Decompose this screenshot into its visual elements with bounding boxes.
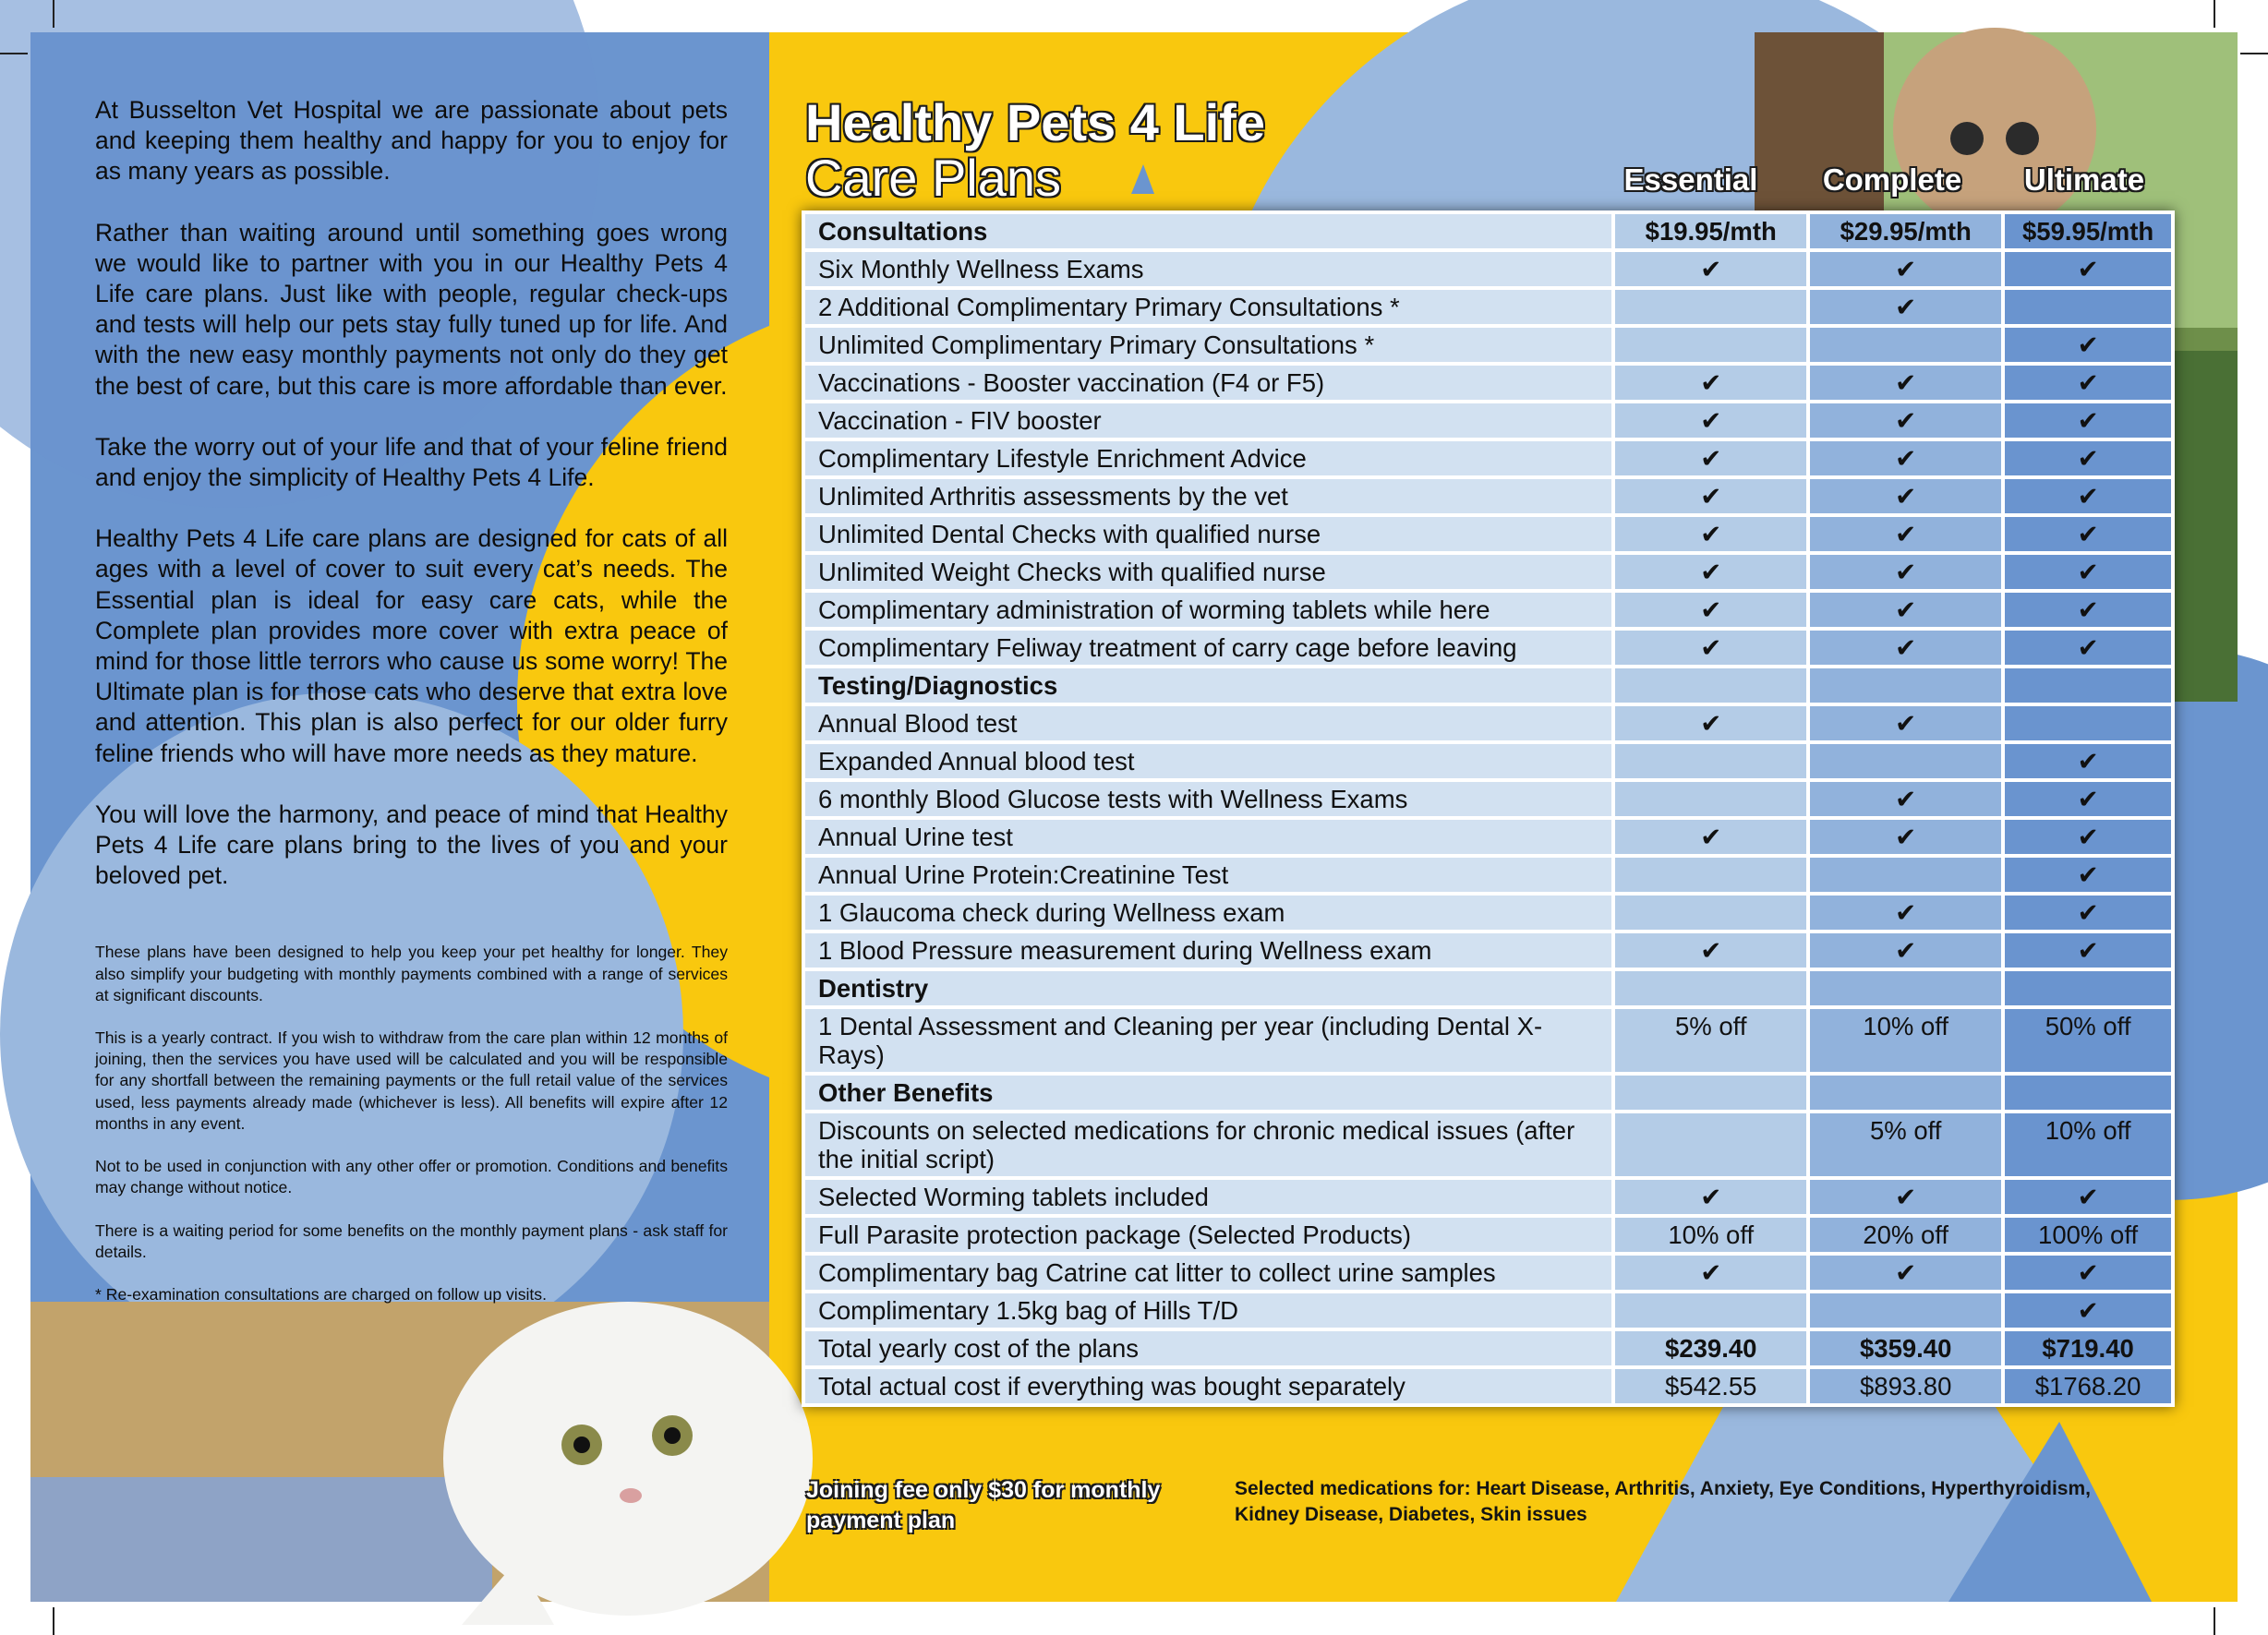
benefit-cell: 6 monthly Blood Glucose tests with Wellness Exams [803, 780, 1613, 818]
check-icon: ✔ [1808, 780, 2003, 818]
essential-cell: 10% off [1613, 1216, 1808, 1254]
essential-cell [1613, 742, 1808, 780]
complete-cell [1808, 742, 2003, 780]
check-icon: ✔ [2003, 742, 2173, 780]
intro-paragraph: Rather than waiting around until something goes wrong we would like to partner with you in our Healthy Pets 4 Life care plans. Just like with people, regular check-ups and tests will help our pets stay fully tuned up for life. And with the new easy monthly payments not only do they get the best of care, but this care is more affordable than ever. [95, 218, 728, 400]
complete-cell [1808, 969, 2003, 1007]
benefit-cell: Unlimited Weight Checks with qualified nurse [803, 553, 1613, 591]
check-icon: ✔ [1613, 553, 1808, 591]
benefit-cell: Expanded Annual blood test [803, 742, 1613, 780]
complete-cell [1808, 856, 2003, 894]
check-icon: ✔ [1808, 553, 2003, 591]
ultimate-cell [2003, 1074, 2173, 1112]
check-icon: ✔ [1613, 364, 1808, 402]
check-icon: ✔ [2003, 591, 2173, 629]
check-icon: ✔ [1808, 591, 2003, 629]
table-row [803, 1216, 2173, 1254]
check-icon: ✔ [1613, 515, 1808, 553]
benefit-cell: 1 Blood Pressure measurement during Wellness exam [803, 932, 1613, 969]
essential-cell: 5% off [1613, 1007, 1808, 1074]
check-icon: ✔ [2003, 553, 2173, 591]
complete-cell: 20% off [1808, 1216, 2003, 1254]
benefit-cell: Six Monthly Wellness Exams [803, 250, 1613, 288]
page-subtitle: Care Plans [805, 149, 1062, 207]
check-icon: ✔ [2003, 856, 2173, 894]
essential-cell: $239.40 [1613, 1329, 1808, 1367]
check-icon: ✔ [2003, 326, 2173, 364]
complete-cell [1808, 667, 2003, 704]
benefit-cell: Full Parasite protection package (Selected Products) [803, 1216, 1613, 1254]
complete-cell: $893.80 [1808, 1367, 2003, 1405]
plan-header-complete: Complete [1822, 162, 1962, 197]
medications-note: Selected medications for: Heart Disease, Arthritis, Anxiety, Eye Conditions, Hyperthyroidism, Kidney Disease, Diabetes, Skin issues [1235, 1478, 2091, 1525]
intro-text [95, 95, 728, 1327]
table-row [803, 1367, 2173, 1405]
check-icon: ✔ [2003, 515, 2173, 553]
table-row [803, 969, 2173, 1007]
check-icon: ✔ [1613, 1178, 1808, 1216]
benefit-cell: Consultations [803, 212, 1613, 250]
crop-mark [2214, 1607, 2215, 1635]
check-icon: ✔ [2003, 364, 2173, 402]
check-icon: ✔ [1808, 477, 2003, 515]
table-row [803, 288, 2173, 326]
essential-cell [1613, 856, 1808, 894]
check-icon: ✔ [2003, 1254, 2173, 1292]
care-plans-table [802, 210, 2175, 1407]
benefit-cell: Complimentary 1.5kg bag of Hills T/D [803, 1292, 1613, 1329]
ultimate-cell [2003, 969, 2173, 1007]
fine-print: Not to be used in conjunction with any other offer or promotion. Conditions and benefits may change without notice. [95, 1157, 728, 1197]
essential-cell [1613, 969, 1808, 1007]
table-row [803, 704, 2173, 742]
check-icon: ✔ [2003, 1178, 2173, 1216]
check-icon: ✔ [1613, 818, 1808, 856]
table-row [803, 780, 2173, 818]
table-row [803, 818, 2173, 856]
joining-fee-note: Joining fee only $30 for monthly payment plan [806, 1477, 1161, 1533]
table-row [803, 856, 2173, 894]
benefit-cell: Annual Urine test [803, 818, 1613, 856]
intro-paragraph: You will love the harmony, and peace of mind that Healthy Pets 4 Life care plans bring to the lives of you and your beloved pet. [95, 799, 728, 890]
essential-cell [1613, 780, 1808, 818]
benefit-cell: 2 Additional Complimentary Primary Consultations * [803, 288, 1613, 326]
crop-mark [0, 53, 28, 54]
benefit-cell: Total actual cost if everything was bought separately [803, 1367, 1613, 1405]
table-row [803, 364, 2173, 402]
ultimate-cell: $1768.20 [2003, 1367, 2173, 1405]
table-row [803, 932, 2173, 969]
complete-cell: 10% off [1808, 1007, 2003, 1074]
check-icon: ✔ [1613, 477, 1808, 515]
benefit-cell: Testing/Diagnostics [803, 667, 1613, 704]
benefit-cell: 1 Dental Assessment and Cleaning per year (including Dental X-Rays) [803, 1007, 1613, 1074]
benefit-cell: Other Benefits [803, 1074, 1613, 1112]
benefit-cell: Unlimited Dental Checks with qualified nurse [803, 515, 1613, 553]
check-icon: ✔ [1808, 629, 2003, 667]
page-title: Healthy Pets 4 Life [805, 93, 1265, 151]
check-icon: ✔ [1613, 250, 1808, 288]
table-row [803, 1178, 2173, 1216]
essential-cell [1613, 667, 1808, 704]
table-row [803, 402, 2173, 439]
ultimate-cell: $59.95/mth [2003, 212, 2173, 250]
check-icon: ✔ [1808, 364, 2003, 402]
essential-cell [1613, 1292, 1808, 1329]
crop-mark [2240, 53, 2268, 54]
check-icon: ✔ [1808, 1254, 2003, 1292]
table-row [803, 1074, 2173, 1112]
complete-cell [1808, 326, 2003, 364]
essential-cell [1613, 288, 1808, 326]
table-row [803, 1329, 2173, 1367]
check-icon: ✔ [1613, 1254, 1808, 1292]
check-icon: ✔ [1613, 704, 1808, 742]
intro-paragraph: Healthy Pets 4 Life care plans are designed for cats of all ages with a level of cover to suit every cat’s needs. The Essential plan is ideal for easy care cats, while the Complete plan provides more cover with extra peace of mind for those little terrors who cause us some worry! The Ultimate plan is for those cats who deserve that extra love and attention. This plan is also perfect for our older furry feline friends who will have more needs as they mature. [95, 524, 728, 767]
benefit-cell: Dentistry [803, 969, 1613, 1007]
benefit-cell: Vaccination - FIV booster [803, 402, 1613, 439]
table-row [803, 1254, 2173, 1292]
benefit-cell: Annual Blood test [803, 704, 1613, 742]
table-row [803, 1007, 2173, 1074]
table-row [803, 1112, 2173, 1178]
plan-header-essential: Essential [1623, 162, 1758, 197]
check-icon: ✔ [2003, 629, 2173, 667]
check-icon: ✔ [2003, 1292, 2173, 1329]
table-row [803, 629, 2173, 667]
check-icon: ✔ [1808, 704, 2003, 742]
benefit-cell: 1 Glaucoma check during Wellness exam [803, 894, 1613, 932]
check-icon: ✔ [2003, 402, 2173, 439]
intro-paragraph: At Busselton Vet Hospital we are passionate about pets and keeping them healthy and happy for you to enjoy for as many years as possible. [95, 96, 728, 186]
complete-cell: $29.95/mth [1808, 212, 2003, 250]
table-row [803, 742, 2173, 780]
table-row [803, 515, 2173, 553]
plan-header-ultimate: Ultimate [2023, 162, 2145, 197]
benefit-cell: Complimentary Feliway treatment of carry cage before leaving [803, 629, 1613, 667]
table-row [803, 250, 2173, 288]
complete-cell: 5% off [1808, 1112, 2003, 1178]
benefit-cell: Selected Worming tablets included [803, 1178, 1613, 1216]
check-icon: ✔ [2003, 894, 2173, 932]
essential-cell [1613, 894, 1808, 932]
check-icon: ✔ [2003, 932, 2173, 969]
check-icon: ✔ [1808, 250, 2003, 288]
ultimate-cell [2003, 667, 2173, 704]
fine-print: This is a yearly contract. If you wish to withdraw from the care plan within 12 months of joining, then the services you have used will be calculated and you will be responsible for any shortfall between the remaining payments or the full retail value of the services used, less payments already made (whichever is less). All benefits will expire after 12 months in any event. [95, 1028, 728, 1133]
table-row [803, 591, 2173, 629]
crop-mark [53, 0, 54, 28]
table-row [803, 326, 2173, 364]
check-icon: ✔ [1613, 591, 1808, 629]
intro-paragraph: Take the worry out of your life and that of your feline friend and enjoy the simplicity of Healthy Pets 4 Life. [95, 432, 728, 492]
benefit-cell: Complimentary bag Catrine cat litter to collect urine samples [803, 1254, 1613, 1292]
table-row [803, 553, 2173, 591]
check-icon: ✔ [1613, 629, 1808, 667]
check-icon: ✔ [1808, 288, 2003, 326]
check-icon: ✔ [1808, 439, 2003, 477]
essential-cell [1613, 1074, 1808, 1112]
crop-mark [53, 1607, 54, 1635]
benefit-cell: Complimentary administration of worming tablets while here [803, 591, 1613, 629]
check-icon: ✔ [1808, 894, 2003, 932]
check-icon: ✔ [1613, 439, 1808, 477]
benefit-cell: Unlimited Complimentary Primary Consultations * [803, 326, 1613, 364]
check-icon: ✔ [2003, 477, 2173, 515]
complete-cell [1808, 1292, 2003, 1329]
table-row [803, 439, 2173, 477]
fine-print: There is a waiting period for some benefits on the monthly payment plans - ask staff for details. [95, 1220, 728, 1261]
benefit-cell: Discounts on selected medications for chronic medical issues (after the initial script) [803, 1112, 1613, 1178]
ultimate-cell: 10% off [2003, 1112, 2173, 1178]
check-icon: ✔ [1808, 515, 2003, 553]
check-icon: ✔ [2003, 818, 2173, 856]
essential-cell [1613, 326, 1808, 364]
check-icon: ✔ [2003, 780, 2173, 818]
check-icon: ✔ [2003, 439, 2173, 477]
check-icon: ✔ [1808, 932, 2003, 969]
table-row [803, 477, 2173, 515]
essential-cell: $542.55 [1613, 1367, 1808, 1405]
crop-mark [2214, 0, 2215, 28]
benefit-cell: Annual Urine Protein:Creatinine Test [803, 856, 1613, 894]
essential-cell: $19.95/mth [1613, 212, 1808, 250]
essential-cell [1613, 1112, 1808, 1178]
complete-cell [1808, 1074, 2003, 1112]
fine-print: * Re-examination consultations are charged on follow up visits. [95, 1284, 547, 1304]
table-row [803, 894, 2173, 932]
ultimate-cell: $719.40 [2003, 1329, 2173, 1367]
check-icon: ✔ [1808, 818, 2003, 856]
ultimate-cell: 50% off [2003, 1007, 2173, 1074]
check-icon: ✔ [1808, 402, 2003, 439]
table-row [803, 212, 2173, 250]
benefit-cell: Vaccinations - Booster vaccination (F4 or F5) [803, 364, 1613, 402]
table-row [803, 1292, 2173, 1329]
benefit-cell: Complimentary Lifestyle Enrichment Advice [803, 439, 1613, 477]
benefit-cell: Total yearly cost of the plans [803, 1329, 1613, 1367]
check-icon: ✔ [1808, 1178, 2003, 1216]
check-icon: ✔ [1613, 932, 1808, 969]
check-icon: ✔ [2003, 250, 2173, 288]
table-row [803, 667, 2173, 704]
complete-cell: $359.40 [1808, 1329, 2003, 1367]
benefit-cell: Unlimited Arthritis assessments by the vet [803, 477, 1613, 515]
ultimate-cell [2003, 288, 2173, 326]
fine-print: These plans have been designed to help you keep your pet healthy for longer. They also simplify your budgeting with monthly payments combined with a range of services at significant discounts. [95, 943, 728, 1004]
check-icon: ✔ [1613, 402, 1808, 439]
ultimate-cell [2003, 704, 2173, 742]
ultimate-cell: 100% off [2003, 1216, 2173, 1254]
